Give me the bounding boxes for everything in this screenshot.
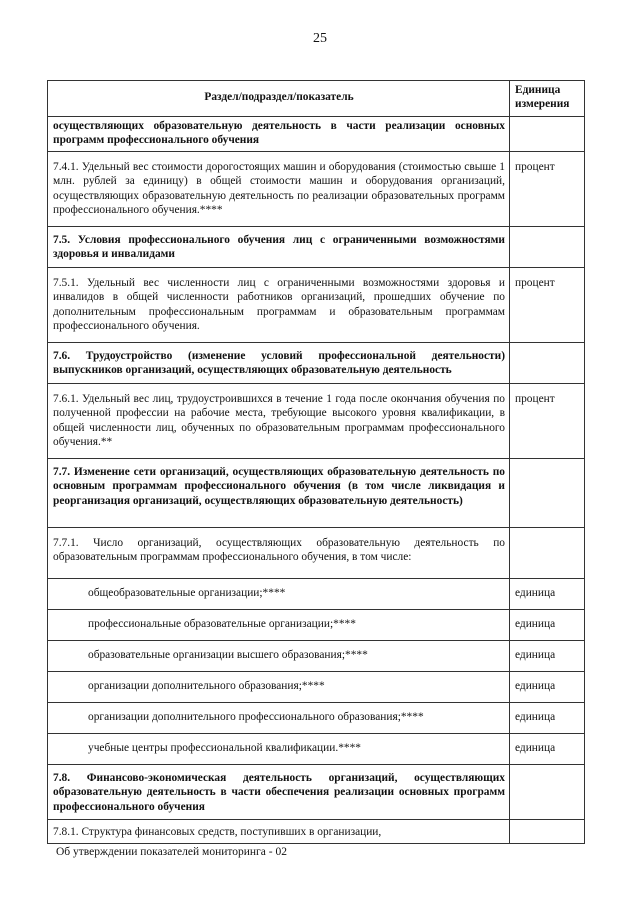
section-text: осуществляющих образовательную деятельность в части реализации основных программ профессионального обучения xyxy=(48,116,510,152)
unit-cell: единица xyxy=(510,734,585,765)
sub-item-text: образовательные организации высшего образования;**** xyxy=(48,641,510,672)
unit-cell: процент xyxy=(510,152,585,227)
sub-item-text: организации дополнительного профессионального образования;**** xyxy=(48,703,510,734)
unit-cell: процент xyxy=(510,268,585,343)
unit-cell xyxy=(510,459,585,528)
section-text: 7.8. Финансово-экономическая деятельность организаций, осуществляющих образовательную деятельность в части обеспечения реализации основных программ профессионального обучения xyxy=(48,765,510,820)
header-section-column: Раздел/подраздел/показатель xyxy=(48,81,510,117)
document-footer: Об утверждении показателей мониторинга - 02 xyxy=(56,846,287,858)
table-row xyxy=(48,641,585,672)
unit-cell: процент xyxy=(510,384,585,459)
indicator-text: 7.5.1. Удельный вес численности лиц с ограниченными возможностями здоровья и инвалидов в общей численности работников организаций, прошедших обучение по дополнительным профессиональным программам и образовательным программам профессионального обучения. xyxy=(48,268,510,343)
unit-cell: единица xyxy=(510,672,585,703)
header-unit-column: Единица измерения xyxy=(510,81,585,117)
table-row xyxy=(48,459,585,528)
sub-item-text: организации дополнительного образования;**** xyxy=(48,672,510,703)
unit-cell xyxy=(510,765,585,820)
unit-cell xyxy=(510,528,585,579)
unit-cell xyxy=(510,227,585,268)
unit-cell xyxy=(510,116,585,152)
indicator-text: 7.7.1. Число организаций, осуществляющих образовательную деятельность по образовательным программам профессионального обучения, в том числе: xyxy=(48,528,510,579)
section-text: 7.6. Трудоустройство (изменение условий профессиональной деятельности) выпускников организаций, осуществляющих образовательную деятельность xyxy=(48,343,510,384)
unit-cell: единица xyxy=(510,703,585,734)
table-row xyxy=(48,227,585,268)
table-row xyxy=(48,384,585,459)
table-row xyxy=(48,268,585,343)
unit-cell xyxy=(510,820,585,844)
table-row xyxy=(48,734,585,765)
table-row xyxy=(48,343,585,384)
table-row xyxy=(48,579,585,610)
unit-cell: единица xyxy=(510,579,585,610)
indicator-text: 7.6.1. Удельный вес лиц, трудоустроившихся в течение 1 года после окончания обучения по полученной профессии на рабочие места, требующие высокого уровня квалификации, в общей численности лиц, обученных по образовательным программам профессионального обучения.** xyxy=(48,384,510,459)
table-row xyxy=(48,765,585,820)
section-text: 7.5. Условия профессионального обучения лиц с ограниченными возможностями здоровья и инвалидами xyxy=(48,227,510,268)
unit-cell xyxy=(510,343,585,384)
page-number: 25 xyxy=(313,31,327,46)
table-row xyxy=(48,152,585,227)
indicators-table xyxy=(47,80,585,844)
sub-item-text: профессиональные образовательные организации;**** xyxy=(48,610,510,641)
indicator-text: 7.4.1. Удельный вес стоимости дорогостоящих машин и оборудования (стоимостью свыше 1 млн. рублей за единицу) в общей стоимости машин и оборудования организаций, осуществляющих образовательную деятельность по реализации образовательных программ профессионального обучения.**** xyxy=(48,152,510,227)
table-row xyxy=(48,672,585,703)
table-row xyxy=(48,116,585,152)
sub-item-text: общеобразовательные организации;**** xyxy=(48,579,510,610)
sub-item-text: учебные центры профессиональной квалификации.**** xyxy=(48,734,510,765)
table-row xyxy=(48,610,585,641)
unit-cell: единица xyxy=(510,610,585,641)
unit-cell: единица xyxy=(510,641,585,672)
table-row xyxy=(48,703,585,734)
table-row xyxy=(48,820,585,844)
indicator-text: 7.8.1. Структура финансовых средств, поступивших в организации, xyxy=(48,820,510,844)
table-row xyxy=(48,528,585,579)
table-header-row xyxy=(48,81,585,117)
section-text: 7.7. Изменение сети организаций, осуществляющих образовательную деятельность по основным программам профессионального обучения (в том числе ликвидация и реорганизация организаций, осуществляющих образовательную деятельность) xyxy=(48,459,510,528)
